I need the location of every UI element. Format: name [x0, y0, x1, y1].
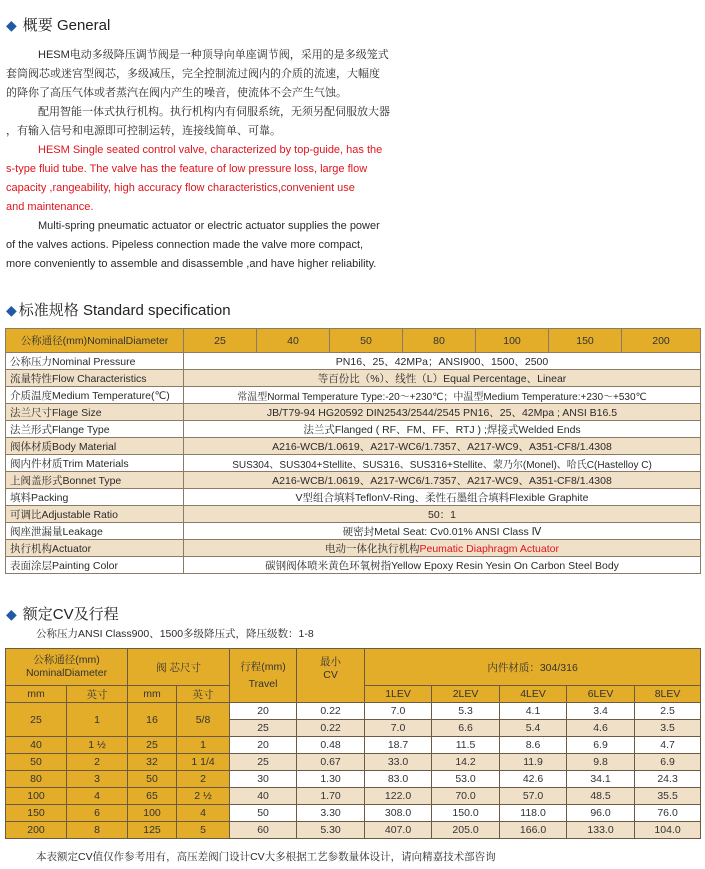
cv-lev1: 7.0: [365, 720, 432, 737]
cv-row-40: [6, 737, 701, 754]
cv-mm: 80: [6, 771, 67, 788]
spec-row-value: PN16、25、42MPa；ANSI900、1500、2500: [184, 353, 701, 370]
cv-lev4: 8.6: [500, 737, 567, 754]
cv-core-mm: 32: [128, 754, 177, 771]
en-para1-line3: capacity ,rangeability, high accuracy flow characteristics,convenient use: [6, 182, 355, 194]
cv-lev2: 5.3: [432, 703, 500, 720]
spec-row-label: 法兰形式Flange Type: [6, 421, 184, 438]
trim-material-header: 内件材质：304/316: [365, 649, 701, 686]
spec-row-value: 法兰式Flanged ( RF、FM、FF、RTJ ) ;焊接式Welded Ends: [184, 421, 701, 438]
cv-core-mm: 25: [128, 737, 177, 754]
cv-lev1: 122.0: [365, 788, 432, 805]
en-para1-line1: HESM Single seated control valve, characterized by top-guide, has the: [38, 144, 383, 156]
spec-row-nominal-pressure: [6, 353, 701, 370]
lev-1-header: 1LEV: [365, 686, 432, 703]
cv-section-title: [6, 603, 119, 624]
spec-table: [5, 328, 701, 574]
spec-section-title: [6, 299, 231, 320]
actuator-value-zh: 电动一体化执行机构: [325, 542, 420, 555]
cv-row-100: [6, 788, 701, 805]
spec-row-label: 填料Packing: [6, 489, 184, 506]
cv-lev1: 7.0: [365, 703, 432, 720]
cv-lev8: 76.0: [635, 805, 701, 822]
en-para2-line1: Multi-spring pneumatic actuator or electric actuator supplies the power: [38, 220, 380, 232]
cv-core-mm: 65: [128, 788, 177, 805]
core-inch-header: 英寸: [177, 686, 230, 703]
spec-row-value: 碳钢阀体喷米黄色环氧树指Yellow Epoxy Resin Yesin On Carbon Steel Body: [184, 557, 701, 574]
cv-lev6: 34.1: [567, 771, 635, 788]
cv-inch: 2: [67, 754, 128, 771]
cv-lev6: 4.6: [567, 720, 635, 737]
spec-row-label: 阀座泄漏量Leakage: [6, 523, 184, 540]
cv-core-inch: 1: [177, 737, 230, 754]
spec-row-value: SUS304、SUS304+Stellite、SUS316、SUS316+Stellite、蒙乃尔(Monel)、哈氏C(Hastelloy C): [184, 455, 701, 472]
cv-table: [5, 648, 701, 839]
cv-lev8: 3.5: [635, 720, 701, 737]
cv-lev2: 70.0: [432, 788, 500, 805]
spec-row-value: 50：1: [184, 506, 701, 523]
spec-row-flage-size: [6, 404, 701, 421]
cv-min: 1.30: [297, 771, 365, 788]
diameter-25: 25: [184, 329, 257, 353]
nominal-zh: 公称通径(mm): [33, 654, 100, 666]
zh-para2-line2: ，有输入信号和电源即可控制运转，连接线简单、可靠。: [6, 125, 281, 137]
general-title-text: 概要 General: [22, 17, 111, 34]
cv-header-row-1: [6, 649, 701, 686]
cv-lev8: 35.5: [635, 788, 701, 805]
cv-lev8: 2.5: [635, 703, 701, 720]
diameter-100: 100: [476, 329, 549, 353]
spec-row-value: 常温型Normal Temperature Type:-20～+230℃；中温型Medium Temperature:+230～+530℃: [184, 387, 701, 404]
cv-lev8: 24.3: [635, 771, 701, 788]
cv-footnote: 本表额定CV值仅作参考用有，高压差阀门设计CV大多根据工艺参数量体设计，请向精嘉技术部咨询: [36, 851, 496, 863]
spec-row-value: 等百份比（%）、线性（L）Equal Percentage、Linear: [184, 370, 701, 387]
cv-title-text: 额定CV及行程: [22, 606, 119, 623]
cv-core-mm: 100: [128, 805, 177, 822]
mincv-zh: 最小: [320, 655, 342, 668]
diamond-icon: ◆: [6, 17, 17, 33]
cv-travel: 20: [230, 737, 297, 754]
spec-row-adjustable-ratio: [6, 506, 701, 523]
cv-lev6: 3.4: [567, 703, 635, 720]
spec-row-label: 上阀盖形式Bonnet Type: [6, 472, 184, 489]
cv-lev6: 48.5: [567, 788, 635, 805]
spec-row-label: 法兰尺寸Flage Size: [6, 404, 184, 421]
zh-para1-line3: 的降你了高压气体或者蒸汽在阀内产生的噪音，使流体不会产生气蚀。: [6, 87, 347, 99]
cv-min: 5.30: [297, 822, 365, 839]
core-size-header: 阀 芯尺寸: [128, 649, 230, 686]
spec-row-value: JB/T79-94 HG20592 DIN2543/2544/2545 PN16、25、42Mpa ; ANSI B16.5: [184, 404, 701, 421]
cv-lev4: 57.0: [500, 788, 567, 805]
cv-travel: 25: [230, 754, 297, 771]
cv-inch: 6: [67, 805, 128, 822]
travel-zh: 行程(mm): [240, 660, 286, 673]
mm-header: mm: [6, 686, 67, 703]
cv-lev1: 83.0: [365, 771, 432, 788]
cv-row-25-a: [6, 703, 701, 720]
lev-4-header: 4LEV: [500, 686, 567, 703]
mincv-en: CV: [323, 668, 338, 681]
cv-inch: 1 ½: [67, 737, 128, 754]
spec-row-packing: [6, 489, 701, 506]
cv-min: 0.22: [297, 703, 365, 720]
cv-mm: 200: [6, 822, 67, 839]
spec-row-label: 介质温度Medium Temperature(℃): [6, 387, 184, 404]
cv-row-150: [6, 805, 701, 822]
diameter-150: 150: [549, 329, 622, 353]
cv-core-inch: 2 ½: [177, 788, 230, 805]
cv-subtitle: 公称压力ANSI Class900、1500多级降压式，降压级数：1-8: [36, 628, 314, 640]
spec-title-text: 标准规格 Standard specification: [18, 302, 231, 319]
cv-lev4: 4.1: [500, 703, 567, 720]
cv-lev4: 42.6: [500, 771, 567, 788]
cv-lev2: 6.6: [432, 720, 500, 737]
spec-row-value: A216-WCB/1.0619、A217-WC6/1.7357、A217-WC9、A351-CF8/1.4308: [184, 438, 701, 455]
cv-lev1: 33.0: [365, 754, 432, 771]
cv-min: 0.67: [297, 754, 365, 771]
diamond-icon: ◆: [6, 606, 17, 622]
cv-core-inch: 1 1/4: [177, 754, 230, 771]
diameter-40: 40: [257, 329, 330, 353]
cv-mm: 150: [6, 805, 67, 822]
cv-inch: 1: [67, 703, 128, 737]
spec-row-value: V型组合填料TeflonV-Ring、柔性石墨组合填料Flexible Graphite: [184, 489, 701, 506]
cv-row-50: [6, 754, 701, 771]
spec-row-medium-temperature: [6, 387, 701, 404]
cv-lev4: 5.4: [500, 720, 567, 737]
cv-lev2: 53.0: [432, 771, 500, 788]
spec-row-label: 执行机构Actuator: [6, 540, 184, 557]
cv-lev2: 150.0: [432, 805, 500, 822]
cv-lev2: 14.2: [432, 754, 500, 771]
cv-travel: 40: [230, 788, 297, 805]
spec-row-label: 可调比Adjustable Ratio: [6, 506, 184, 523]
spec-row-painting-color: [6, 557, 701, 574]
diamond-icon: ◆: [6, 302, 17, 318]
cv-lev1: 308.0: [365, 805, 432, 822]
lev-6-header: 6LEV: [567, 686, 635, 703]
cv-core-inch: 4: [177, 805, 230, 822]
cv-travel: 50: [230, 805, 297, 822]
nominal-en: NominalDiameter: [25, 667, 108, 679]
spec-row-label: 阀内件材质Trim Materials: [6, 455, 184, 472]
lev-2-header: 2LEV: [432, 686, 500, 703]
travel-en: Travel: [248, 677, 278, 690]
zh-para2-line1: 配用智能一体式执行机构。执行机构内有伺服系统，无须另配伺服放大器: [38, 106, 390, 118]
cv-mm: 100: [6, 788, 67, 805]
en-para1-line2: s-type fluid tube. The valve has the feature of low pressure loss, large flow: [6, 163, 368, 175]
spec-header-row: [6, 329, 701, 353]
spec-row-label: 流量特性Flow Characteristics: [6, 370, 184, 387]
travel-header: [230, 649, 297, 703]
cv-lev6: 6.9: [567, 737, 635, 754]
en-para2-line2: of the valves actions. Pipeless connection made the valve more compact,: [6, 239, 364, 251]
cv-row-80: [6, 771, 701, 788]
spec-row-label: 公称压力Nominal Pressure: [6, 353, 184, 370]
cv-lev1: 407.0: [365, 822, 432, 839]
diameter-50: 50: [330, 329, 403, 353]
cv-core-mm: 16: [128, 703, 177, 737]
cv-min: 0.22: [297, 720, 365, 737]
nominal-diameter-header: [6, 649, 128, 686]
cv-lev8: 4.7: [635, 737, 701, 754]
cv-min: 1.70: [297, 788, 365, 805]
spec-row-value: 硬密封Metal Seat: Cv0.01% ANSI Class Ⅳ: [184, 523, 701, 540]
lev-8-header: 8LEV: [635, 686, 701, 703]
cv-lev4: 11.9: [500, 754, 567, 771]
min-cv-header: [297, 649, 365, 703]
cv-lev2: 205.0: [432, 822, 500, 839]
cv-mm: 50: [6, 754, 67, 771]
en-para1-line4: and maintenance.: [6, 201, 94, 213]
cv-lev8: 104.0: [635, 822, 701, 839]
cv-inch: 8: [67, 822, 128, 839]
spec-row-label: 阀体材质Body Material: [6, 438, 184, 455]
cv-lev1: 18.7: [365, 737, 432, 754]
spec-row-flow-characteristics: [6, 370, 701, 387]
cv-mm: 40: [6, 737, 67, 754]
cv-lev6: 133.0: [567, 822, 635, 839]
cv-core-mm: 125: [128, 822, 177, 839]
diameter-80: 80: [403, 329, 476, 353]
cv-min: 0.48: [297, 737, 365, 754]
spec-row-flange-type: [6, 421, 701, 438]
cv-travel: 25: [230, 720, 297, 737]
cv-core-inch: 2: [177, 771, 230, 788]
general-description: [6, 46, 390, 274]
en-para2-line3: more conveniently to assemble and disassemble ,and have higher reliability.: [6, 258, 377, 270]
cv-lev8: 6.9: [635, 754, 701, 771]
cv-min: 3.30: [297, 805, 365, 822]
inch-header: 英寸: [67, 686, 128, 703]
cv-mm: 25: [6, 703, 67, 737]
core-mm-header: mm: [128, 686, 177, 703]
spec-row-label: 表面涂层Painting Color: [6, 557, 184, 574]
cv-travel: 60: [230, 822, 297, 839]
spec-row-bonnet-type: [6, 472, 701, 489]
spec-row-leakage: [6, 523, 701, 540]
cv-row-200: [6, 822, 701, 839]
cv-lev4: 166.0: [500, 822, 567, 839]
spec-row-value: A216-WCB/1.0619、A217-WC6/1.7357、A217-WC9、A351-CF8/1.4308: [184, 472, 701, 489]
cv-lev2: 11.5: [432, 737, 500, 754]
cv-lev4: 118.0: [500, 805, 567, 822]
spec-row-trim-materials: [6, 455, 701, 472]
cv-travel: 30: [230, 771, 297, 788]
cv-core-mm: 50: [128, 771, 177, 788]
general-section-title: [6, 14, 110, 35]
spec-row-actuator: [6, 540, 701, 557]
spec-header-label: 公称通径(mm)NominalDiameter: [6, 329, 184, 353]
spec-row-body-material: [6, 438, 701, 455]
actuator-value-en: Peumatic Diaphragm Actuator: [419, 542, 559, 555]
cv-core-inch: 5/8: [177, 703, 230, 737]
zh-para1-line1: HESM电动多级降压调节阀是一种顶导向单座调节阀，采用的是多级笼式: [38, 49, 389, 61]
cv-travel: 20: [230, 703, 297, 720]
diameter-200: 200: [622, 329, 701, 353]
spec-row-value: [184, 540, 701, 557]
cv-core-inch: 5: [177, 822, 230, 839]
cv-lev6: 9.8: [567, 754, 635, 771]
cv-inch: 4: [67, 788, 128, 805]
cv-lev6: 96.0: [567, 805, 635, 822]
zh-para1-line2: 套筒阀芯或迷宫型阀芯，多级减压，完全控制流过阀内的介质的流速，大幅度: [6, 68, 380, 80]
cv-inch: 3: [67, 771, 128, 788]
